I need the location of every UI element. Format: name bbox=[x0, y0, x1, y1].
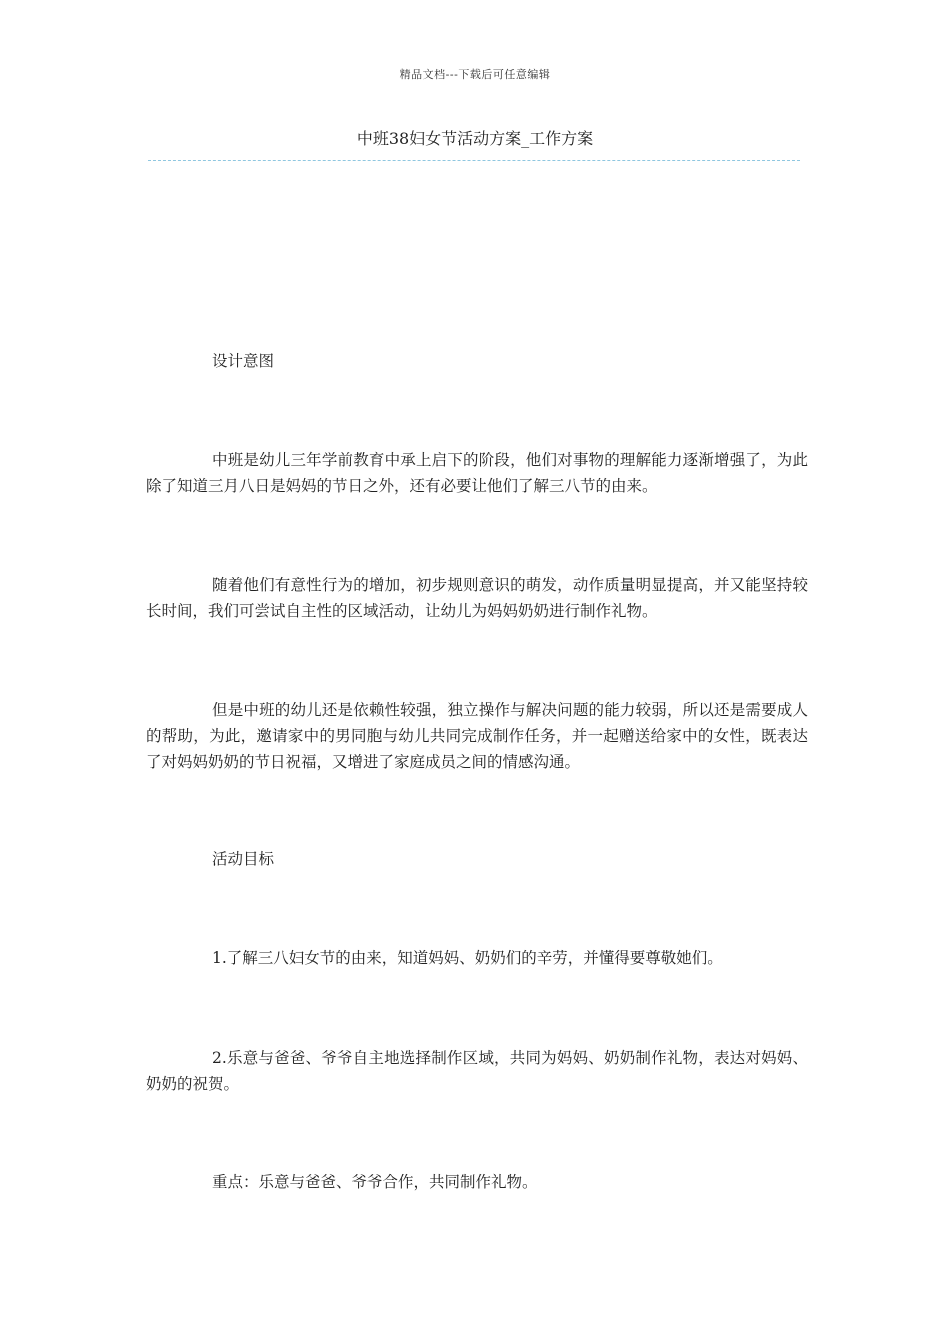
paragraph-2: 随着他们有意性行为的增加，初步规则意识的萌发，动作质量明显提高，并又能坚持较长时间，我们可尝试自主性的区域活动，让幼儿为妈妈奶奶进行制作礼物。 bbox=[146, 576, 808, 620]
goal-item-2: 2.乐意与爸爸、爷爷自主地选择制作区域，共同为妈妈、奶奶制作礼物，表达对妈妈、奶奶的祝贺。 bbox=[146, 1049, 808, 1093]
section-heading-design: 设计意图 bbox=[212, 352, 275, 370]
page-header: 精品文档---下载后可任意编辑 bbox=[399, 68, 551, 81]
document-title: 中班38妇女节活动方案_工作方案 bbox=[356, 129, 594, 148]
goal-item-1: 1.了解三八妇女节的由来，知道妈妈、奶奶们的辛劳，并懂得要尊敬她们。 bbox=[212, 949, 723, 967]
section-heading-goals: 活动目标 bbox=[212, 850, 275, 868]
key-point: 重点：乐意与爸爸、爷爷合作，共同制作礼物。 bbox=[212, 1173, 538, 1191]
paragraph-1: 中班是幼儿三年学前教育中承上启下的阶段，他们对事物的理解能力逐渐增强了，为此除了知道三月八日是妈妈的节日之外，还有必要让他们了解三八节的由来。 bbox=[146, 451, 808, 495]
paragraph-3: 但是中班的幼儿还是依赖性较强，独立操作与解决问题的能力较弱，所以还是需要成人的帮助，为此，邀请家中的男同胞与幼儿共同完成制作任务，并一起赠送给家中的女性，既表达了对妈妈奶奶的节日祝福，又增进了家庭成员之间的情感沟通。 bbox=[146, 701, 808, 771]
title-divider bbox=[148, 160, 800, 161]
